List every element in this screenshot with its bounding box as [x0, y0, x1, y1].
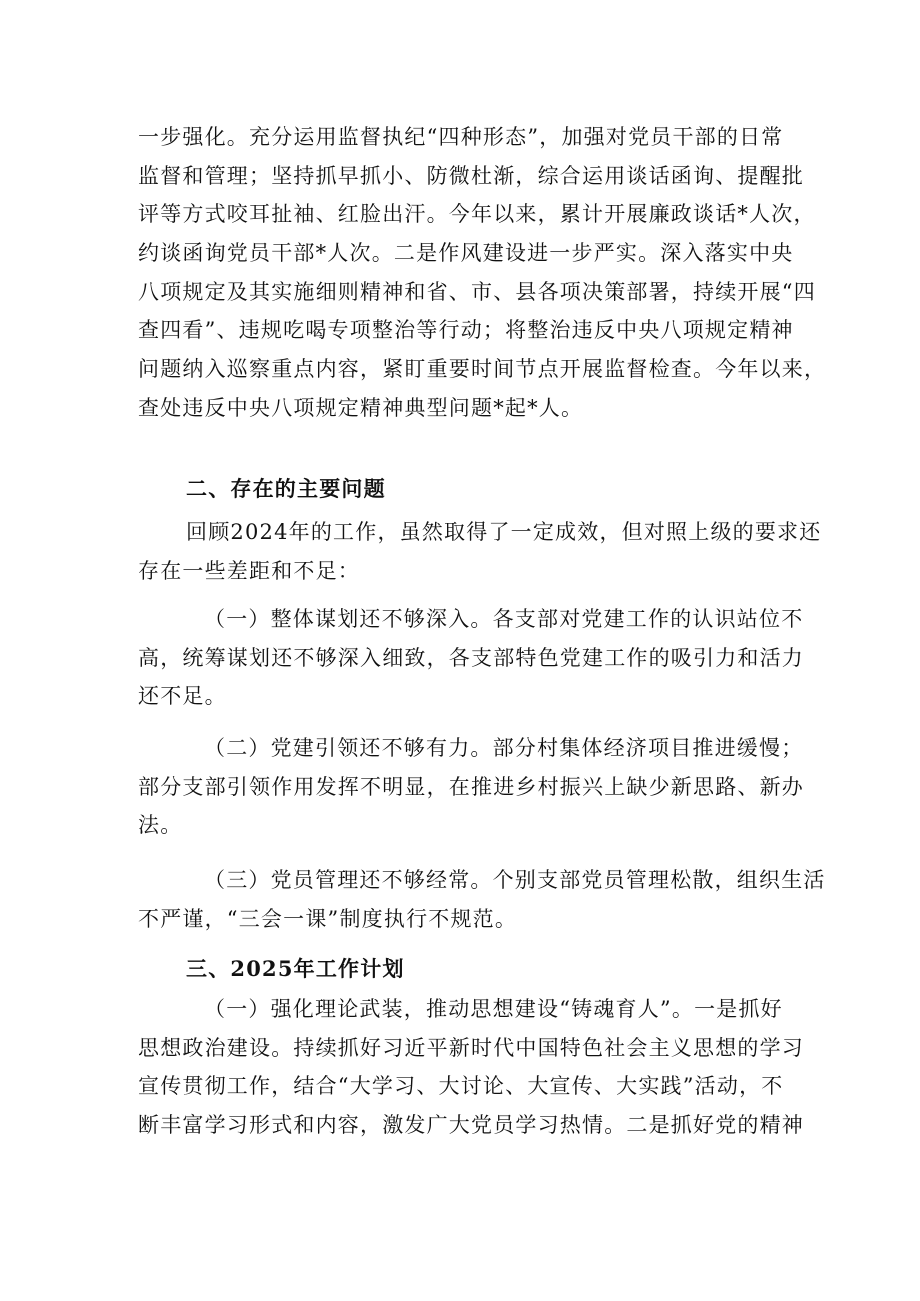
text-line: 约谈函询党员干部*人次。二是作风建设进一步严实。深入落实中央	[138, 241, 794, 266]
text-line: 监督和管理；坚持抓早抓小、防微杜渐，综合运用谈话函询、提醒批	[138, 163, 804, 188]
text-line: 查四看”、违规吃喝专项整治等行动；将整治违反中央八项规定精神	[138, 318, 794, 343]
section-heading-problems: 二、存在的主要问题	[186, 476, 386, 501]
paragraph-continuation	[138, 118, 827, 428]
text-line: 问题纳入巡察重点内容，紧盯重要时间节点开展监督检查。今年以来，	[138, 357, 827, 382]
text-line: 回顾2024年的工作，虽然取得了一定成效，但对照上级的要求还	[186, 520, 822, 544]
paragraph-problems-intro	[138, 513, 822, 590]
text-line: 还不足。	[138, 684, 227, 709]
text-line: 八项规定及其实施细则精神和省、市、县各项决策部署，持续开展“四	[138, 279, 816, 304]
text-line: 存在一些差距和不足：	[138, 558, 360, 583]
text-line: （一）强化理论武装，推动思想建设“铸魂育人”。一是抓好	[204, 997, 783, 1021]
section-heading-plan: 三、2025年工作计划	[186, 956, 405, 981]
text-line: 思想政治建设。持续抓好习近平新时代中国特色社会主义思想的学习	[138, 1035, 804, 1060]
text-line: （三）党员管理还不够经常。个别支部党员管理松散，组织生活	[204, 868, 826, 892]
text-line: 查处违反中央八项规定精神典型问题*起*人。	[138, 395, 584, 420]
paragraph-problem-3	[138, 861, 826, 938]
paragraph-problem-1	[138, 600, 804, 716]
text-line: 评等方式咬耳扯袖、红脸出汗。今年以来，累计开展廉政谈话*人次，	[138, 202, 816, 227]
text-line: 一步强化。充分运用监督执纪“四种形态”，加强对党员干部的日常	[138, 125, 784, 149]
text-line: 不严谨，“三会一课”制度执行不规范。	[138, 906, 518, 931]
text-line: （二）党建引领还不够有力。部分村集体经济项目推进缓慢；	[204, 736, 804, 760]
paragraph-plan-1	[138, 990, 804, 1145]
text-line: 法。	[138, 813, 183, 838]
text-line: 高，统筹谋划还不够深入细致，各支部特色党建工作的吸引力和活力	[138, 645, 804, 670]
text-line: 断丰富学习形式和内容，激发广大党员学习热情。二是抓好党的精神	[138, 1113, 804, 1138]
text-line: （一）整体谋划还不够深入。各支部对党建工作的认识站位不	[204, 607, 804, 631]
text-line: 宣传贯彻工作，结合“大学习、大讨论、大宣传、大实践”活动，不	[138, 1074, 784, 1099]
paragraph-problem-2	[138, 729, 804, 845]
text-line: 部分支部引领作用发挥不明显，在推进乡村振兴上缺少新思路、新办	[138, 774, 804, 799]
